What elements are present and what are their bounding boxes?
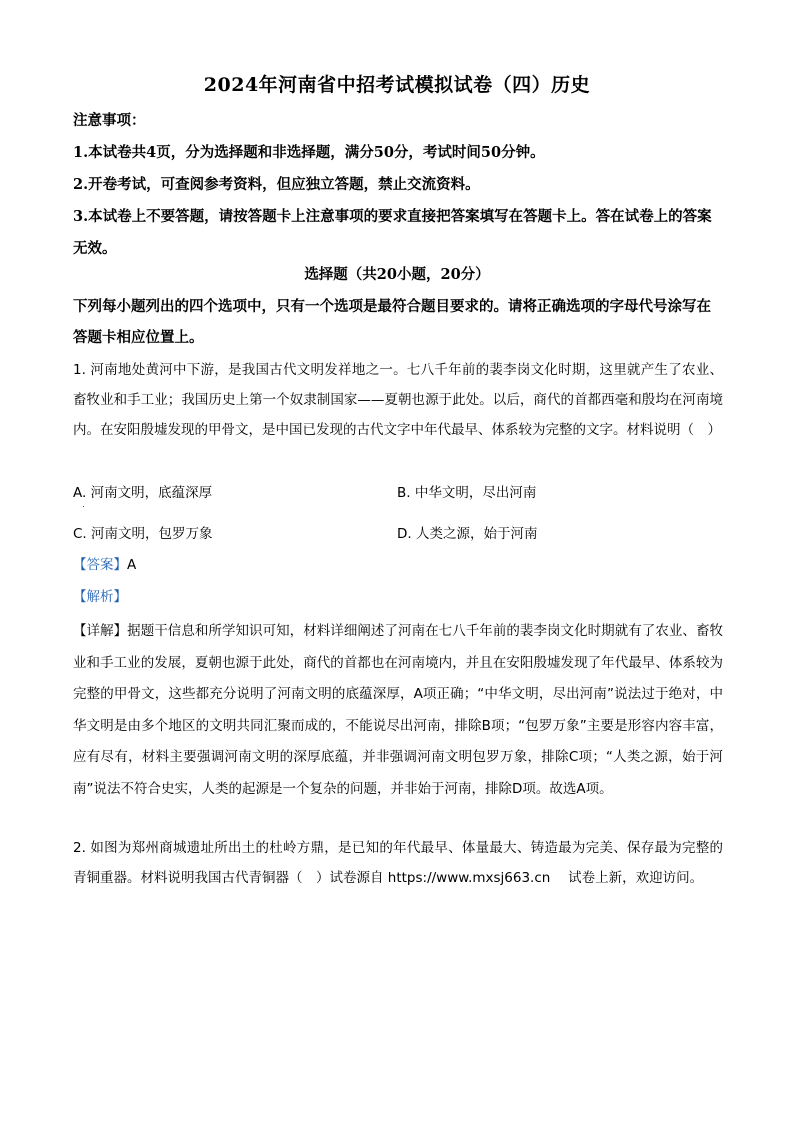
question-2-text: 2. 如图为郑州商城遗址所出土的杜岭方鼎，是已知的年代最早、体量最大、铸造最为完美、保存最为完整的青铜重器。材料说明我国古代青铜器（ ）试卷源自 https://www.mxsj663.cn 试卷上新，欢迎访问。 [73,840,723,886]
question-1-option-c: C. 河南文明，包罗万象 [73,526,213,542]
answer-value: A [127,557,137,573]
notice-item-3: 3.本试卷上不要答题，请按答题卡上注意事项的要求直接把答案填写在答题卡上。答在试卷上的答案无效。 [73,208,712,257]
section-title: 选择题（共20小题，20分） [304,266,490,283]
stray-dot [83,506,84,507]
section-instruction: 下列每小题列出的四个选项中，只有一个选项是最符合题目要求的。请将正确选项的字母代号涂写在答题卡相应位置上。 [73,298,711,346]
notice-item-2: 2.开卷考试，可查阅参考资料，但应独立答题，禁止交流资料。 [73,176,480,193]
answer-line [73,555,136,575]
notice-item-1: 1.本试卷共4页，分为选择题和非选择题，满分50分，考试时间50分钟。 [73,144,545,161]
detail-text: 据题干信息和所学知识可知，材料详细阐述了河南在七八千年前的裴李岗文化时期就有了农业、畜牧业和手工业的发展，夏朝也源于此处，商代的首都也在河南境内，并且在安阳殷墟发现了年代最早、体系较为完整的甲骨文，这些都充分说明了河南文明的底蕴深厚，A项正确；“中华文明，尽出河南”说法过于绝对，中华文明是由多个地区的文明共同汇聚而成的，不能说尽出河南，排除B项；“包罗万象”主要是形容内容丰富，应有尽有，材料主要强调河南文明的深厚底蕴，并非强调河南文明包罗万象，排除C项；“人类之源，始于河南”说法不符合史实，人类的起源是一个复杂的问题，并非始于河南，排除D项。故选A项。 [73,623,724,797]
question-1-option-a: A. 河南文明，底蕴深厚 [73,485,213,501]
page-title: 2024年河南省中招考试模拟试卷（四）历史 [203,74,591,96]
question-1-option-d: D. 人类之源，始于河南 [397,526,538,542]
question-1-text: 1. 河南地处黄河中下游，是我国古代文明发祥地之一。七八千年前的裴李岗文化时期，这里就产生了农业、畜牧业和手工业；我国历史上第一个奴隶制国家——夏朝也源于此处。以后，商代的首都西毫和殷均在河南境内。在安阳殷墟发现的甲骨文，是中国已发现的古代文字中年代最早、体系较为完整的文字。材料说明（ ） [73,362,723,438]
detail-tag: 【详解】 [73,623,128,639]
notice-heading: 注意事项： [73,112,146,129]
analysis-line [73,587,127,607]
analysis-tag: 【解析】 [73,589,127,605]
answer-tag: 【答案】 [73,557,127,573]
question-1-option-b: B. 中华文明，尽出河南 [397,485,537,501]
detail-paragraph [73,616,723,805]
